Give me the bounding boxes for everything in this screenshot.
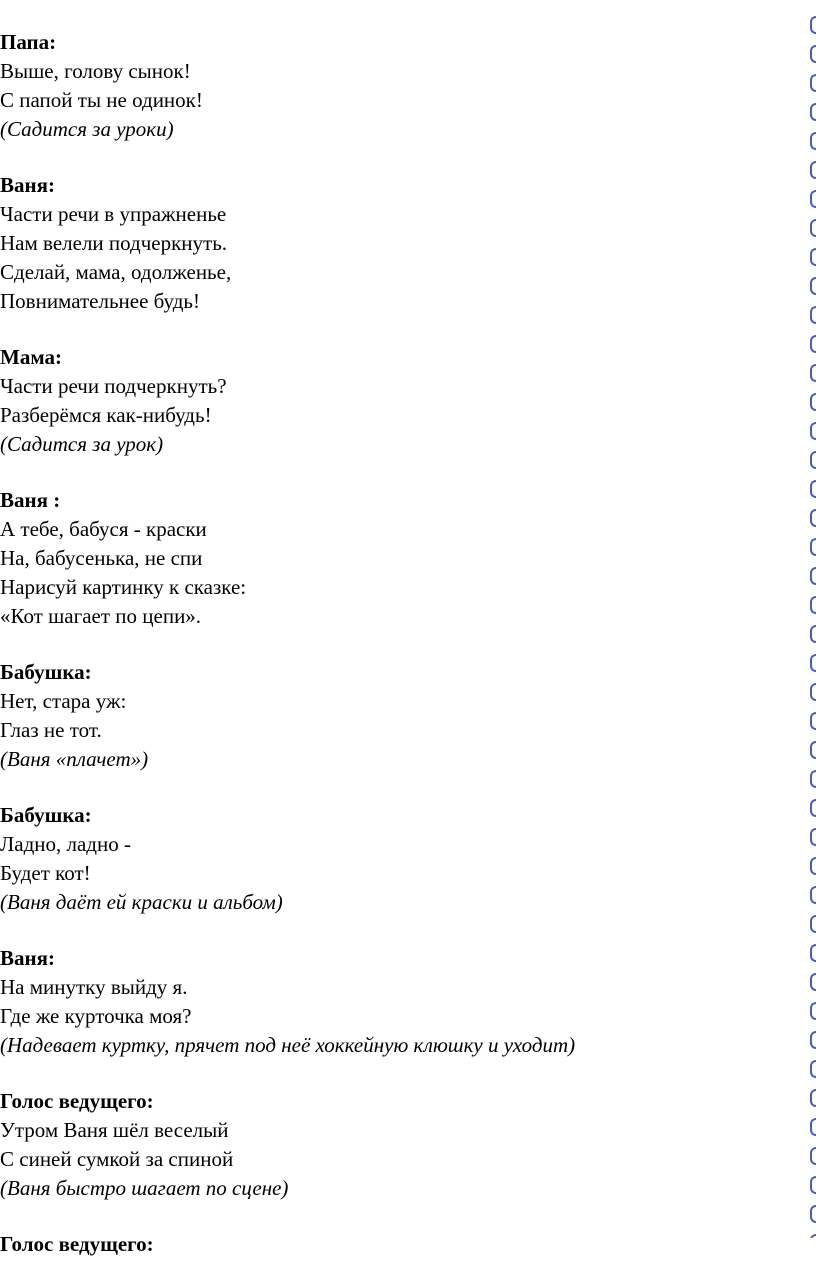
stage-direction: (Надевает куртку, прячет под неё хоккейную клюшку и уходит) — [0, 1033, 576, 1057]
stage-direction: (Ваня быстро шагает по сцене) — [0, 1176, 289, 1200]
verse-line: Разберёмся как-нибудь! — [0, 403, 212, 427]
edge-mark — [810, 161, 816, 179]
edge-mark — [810, 509, 816, 527]
edge-mark — [810, 1031, 816, 1049]
verse-line: Нам велели подчеркнуть. — [0, 231, 228, 255]
edge-mark — [810, 596, 816, 614]
stage-direction: (Ваня «плачет») — [0, 747, 149, 771]
edge-mark — [810, 886, 816, 904]
speaker-name: Ваня : — [0, 488, 61, 512]
speaker-name: Голос ведущего: — [0, 1089, 154, 1113]
edge-mark — [810, 1118, 816, 1136]
edge-mark — [810, 1002, 816, 1020]
verse-line: Сделай, мама, одолженье, — [0, 260, 232, 284]
verse-line: Выше, голову сынок! — [0, 59, 191, 83]
edge-mark — [810, 248, 816, 266]
verse-line: Части речи подчеркнуть? — [0, 374, 227, 398]
speaker-name: Ваня: — [0, 173, 55, 197]
edge-mark — [810, 103, 816, 121]
edge-mark — [810, 741, 816, 759]
dialogue-block — [0, 28, 800, 144]
verse-line: «Кот шагает по цепи». — [0, 604, 202, 628]
edge-mark — [810, 857, 816, 875]
edge-mark — [810, 306, 816, 324]
edge-mark — [810, 480, 816, 498]
edge-mark — [810, 770, 816, 788]
verse-line: На, бабусенька, не спи — [0, 546, 203, 570]
speaker-name: Ваня: — [0, 946, 55, 970]
edge-mark — [810, 799, 816, 817]
dialogue-block — [0, 343, 800, 459]
stage-direction: (Садится за урок) — [0, 432, 164, 456]
verse-line: Будет кот! — [0, 861, 91, 885]
edge-mark — [810, 364, 816, 382]
edge-mark — [810, 422, 816, 440]
edge-mark — [810, 219, 816, 237]
speaker-name: Мама: — [0, 345, 62, 369]
right-edge-markers — [810, 0, 816, 1238]
speaker-name: Голос ведущего: — [0, 1232, 154, 1256]
edge-mark — [810, 190, 816, 208]
edge-mark — [810, 1205, 816, 1223]
verse-line: На минутку выйду я. — [0, 975, 188, 999]
edge-mark — [810, 683, 816, 701]
dialogue-block — [0, 944, 800, 1060]
edge-mark — [810, 451, 816, 469]
edge-mark — [810, 277, 816, 295]
verse-line: А тебе, бабуся - краски — [0, 517, 207, 541]
edge-mark — [810, 45, 816, 63]
edge-mark — [810, 654, 816, 672]
document-page — [0, 28, 800, 1286]
edge-mark — [810, 973, 816, 991]
verse-line: Утром Ваня шёл веселый — [0, 1118, 229, 1142]
dialogue-block — [0, 801, 800, 917]
edge-mark — [810, 1060, 816, 1078]
verse-line: Нет, стара уж: — [0, 689, 127, 713]
speaker-name: Папа: — [0, 30, 57, 54]
dialogue-block — [0, 1087, 800, 1203]
verse-line: Глаз не тот. — [0, 718, 102, 742]
verse-line: Повнимательнее будь! — [0, 289, 200, 313]
dialogue-block — [0, 486, 800, 631]
edge-mark — [810, 915, 816, 933]
edge-mark — [810, 712, 816, 730]
stage-direction: (Ваня даёт ей краски и альбом) — [0, 890, 283, 914]
edge-mark — [810, 1089, 816, 1107]
dialogue-block — [0, 1230, 800, 1259]
verse-line: Ладно, ладно - — [0, 832, 131, 856]
edge-mark — [810, 538, 816, 556]
verse-line: Части речи в упражненье — [0, 202, 227, 226]
verse-line: С синей сумкой за спиной — [0, 1147, 234, 1171]
edge-mark — [810, 335, 816, 353]
speaker-name: Бабушка: — [0, 803, 92, 827]
edge-mark — [810, 944, 816, 962]
dialogue-block — [0, 171, 800, 316]
edge-mark — [810, 1176, 816, 1194]
edge-mark — [810, 16, 816, 34]
speaker-name: Бабушка: — [0, 660, 92, 684]
verse-line: С папой ты не одинок! — [0, 88, 203, 112]
edge-mark — [810, 1147, 816, 1165]
edge-mark — [810, 625, 816, 643]
verse-line: Где же курточка моя? — [0, 1004, 192, 1028]
dialogue-block — [0, 658, 800, 774]
edge-mark — [810, 74, 816, 92]
edge-mark — [810, 567, 816, 585]
edge-mark — [810, 393, 816, 411]
edge-mark — [810, 828, 816, 846]
verse-line: Нарисуй картинку к сказке: — [0, 575, 247, 599]
edge-mark — [810, 132, 816, 150]
edge-mark — [810, 1234, 816, 1238]
stage-direction: (Садится за уроки) — [0, 117, 174, 141]
